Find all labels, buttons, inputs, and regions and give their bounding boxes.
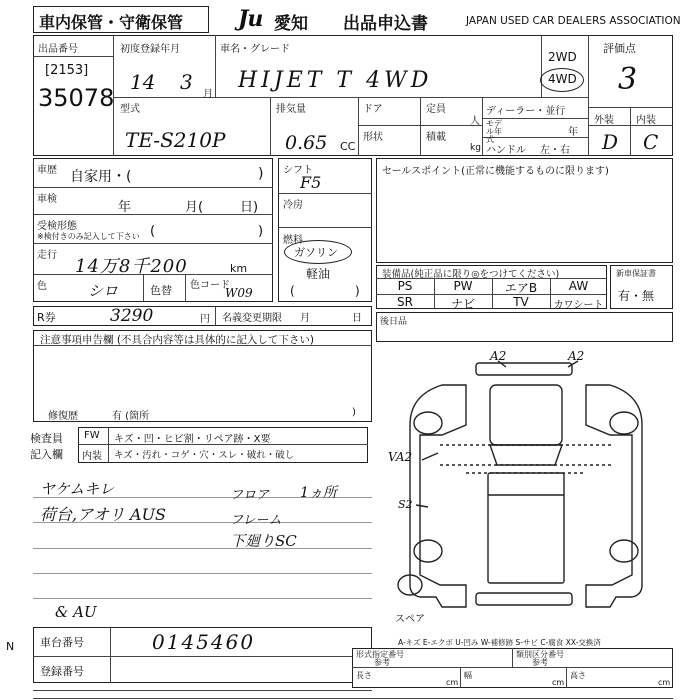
first-reg-year: 14 [130,70,156,94]
warranty-value: 有・無 [618,289,655,303]
first-reg-label: 初度登録年月 [120,44,180,55]
equipment-label: 装備品(純正品に限り◎をつけてください) [382,269,560,280]
ju-logo-text: Ju [238,6,263,32]
form-ref-1: 参考 [374,658,390,667]
name-change-label: 名義変更期限 [222,313,282,324]
note-right-1: フロア [230,488,270,503]
displacement-label: 排気量 [276,104,306,115]
fw-items: キズ・凹・ヒビ割・リペア跡・X要 [114,434,271,445]
inspection-label: 車検 [37,194,57,205]
equip-airbag: エアB [504,281,538,295]
inspector-label: 検査員 [30,432,63,445]
type-num-label: 類別区分番号 [516,650,564,659]
fuel-gas: ガソリン [294,246,338,259]
form-title: 出品申込書 [343,14,428,34]
chassis-label: 車台番号 [40,636,84,649]
cab-roof [490,385,562,445]
interior-check-label: 内装 [82,451,102,462]
wheel-front-left [414,412,442,434]
fuel-label: 燃料 [283,235,303,246]
color-code-value: W09 [225,286,253,300]
repair-history-value: 有 (箇所 [112,411,150,422]
reception-close: ) [258,224,264,239]
dealer-label: ディーラー・並行 [486,106,566,117]
damage-a2-left: A2 [490,349,507,363]
height-label: 高さ [570,671,586,680]
spare-label: スペア [395,614,425,625]
form-ref-2: 参考 [532,658,548,667]
equip-tv: TV [513,295,529,309]
first-reg-month: 3 [180,70,193,94]
ac-label: 冷房 [283,200,303,211]
note-right-1b: 1ヵ所 [300,485,337,501]
vehicle-damage-diagram [380,345,673,635]
form-num-label: 形式指定番号 [356,650,404,659]
interior-check-items: キズ・汚れ・コゲ・穴・スレ・破れ・破し [114,450,295,461]
capacity-unit: 人 [470,116,480,127]
memo-label: 後日品 [380,317,408,327]
damage-a2-right: A2 [568,349,585,363]
length-label: 長さ [356,671,372,680]
sales-point-label: セールスポイント(正常に機能するものに限ります) [382,166,609,177]
rear-bumper [476,593,572,605]
front-bumper [476,363,572,375]
damage-va2: VA2 [388,450,413,464]
equip-navi: ナビ [450,297,475,311]
length-unit: cm [446,678,459,687]
mileage-label: 走行 [37,250,57,261]
right-side-view [586,385,642,607]
chassis-value: 0145460 [152,630,256,654]
repair-history-label: 修復歴 [48,411,78,422]
lot-number: 35078 [38,84,115,112]
wheel-front-right [610,412,638,434]
capacity-label: 定員 [426,104,446,115]
fuel-close: ) [355,284,360,298]
drive-4wd: 4WD [548,72,577,86]
model-label: 型式 [120,104,140,115]
association-name: JAPAN USED CAR DEALERS ASSOCIATION [466,15,681,27]
history-label: 車歴 [37,165,57,176]
history-value: 自家用・( [70,169,132,185]
recycle-value: 3290 [110,306,154,326]
note-bottom: & AU [55,603,97,621]
year-unit: 年 [568,127,578,138]
inspection-day: 日) [240,200,259,215]
car-name-label: 車名・グレード [220,44,290,55]
car-name-value: HIJET T 4WD [238,68,433,93]
storage-badge [33,6,209,33]
history-close: ) [258,166,264,182]
storage-badge-text: 車内保管・守衛保管 [39,13,184,32]
fuel-diesel: 軽油 [306,267,331,281]
interior-label: 内装 [636,115,656,126]
note-left-1: ヤケムキレ [40,480,115,498]
recycle-unit: 円 [200,314,210,325]
damage-s2: S2 [398,498,413,511]
damage-legend: A-キズ E-エクボ U-凹み W-補修跡 S-サビ C-腐食 XX-交換済 [398,638,601,647]
mileage-unit: km [230,262,248,275]
shift-value: F5 [300,173,322,192]
color-label: 色 [37,281,47,292]
registration-label: 登録番号 [40,665,84,678]
reception-open: ( [150,224,156,239]
shift-label: シフト [283,165,313,176]
displacement-value: 0.65 [285,132,328,154]
equip-leather-seat: カワシート [553,300,604,311]
equip-sr: SR [397,295,413,309]
drive-2wd: 2WD [548,50,577,64]
interior-score: C [643,130,659,154]
note-right-3: 下廻りSC [230,532,297,550]
wheel-rear-right [610,540,638,562]
windshield [490,445,562,465]
handle-label: ハンドル [486,145,526,156]
inspection-month: 月( [185,200,204,215]
mileage-value: 14万8千200 [75,256,188,277]
inspection-year: 年 [118,200,132,215]
handle-options: 左・右 [540,145,570,156]
displacement-unit: CC [340,140,356,153]
inspector-label2: 記入欄 [30,448,63,461]
width-unit: cm [552,678,565,687]
warranty-label: 新車保証書 [616,269,656,278]
fuel-open: ( [290,284,295,298]
name-change-day: 日 [352,313,362,324]
memo-box [376,312,673,342]
load-unit: kg [470,143,481,153]
lot-label: 出品番号 [38,44,78,55]
repair-history-close: ) [352,407,356,418]
notes-label: 注意事項申告欄 (不具合内容等は具体的に記入して下さい) [40,334,315,346]
lot-sub: [2153] [45,63,89,78]
note-left-2: 荷台,アオリ AUS [40,505,167,524]
equip-aw: AW [568,279,589,293]
equip-pw: PW [453,279,473,293]
note-right-2: フレーム [230,513,282,528]
left-side-view [410,385,466,607]
ju-logo [238,6,270,32]
width-label: 幅 [464,671,472,680]
form-label: 形状 [363,132,383,143]
color-code-label: 色コード [190,280,230,291]
paint-change-label: 色替 [150,284,172,297]
truck-bed [488,473,564,583]
door-label: ドア [363,104,383,115]
score-value: 3 [618,62,638,97]
wheel-rear-left [414,540,442,562]
name-change-month: 月 [300,313,310,324]
margin-mark: N [6,640,15,653]
reception-note: ※検付きのみ記入して下さい [37,232,140,241]
exterior-label: 外装 [594,115,614,126]
model-value: TE-S210P [125,128,226,152]
fw-label: FW [84,430,100,441]
score-label: 評価点 [603,42,636,55]
color-value: シロ [88,282,119,300]
reception-label: 受検形態 [37,221,77,232]
exterior-score: D [602,130,619,154]
org-name: 愛知 [274,14,308,34]
equip-ps: PS [397,279,413,293]
model-year-label: モデル年式 [486,119,502,144]
height-unit: cm [658,678,671,687]
load-label: 積載 [426,132,446,143]
recycle-label: R券 [37,311,56,324]
first-reg-suffix: 月 [203,89,213,100]
